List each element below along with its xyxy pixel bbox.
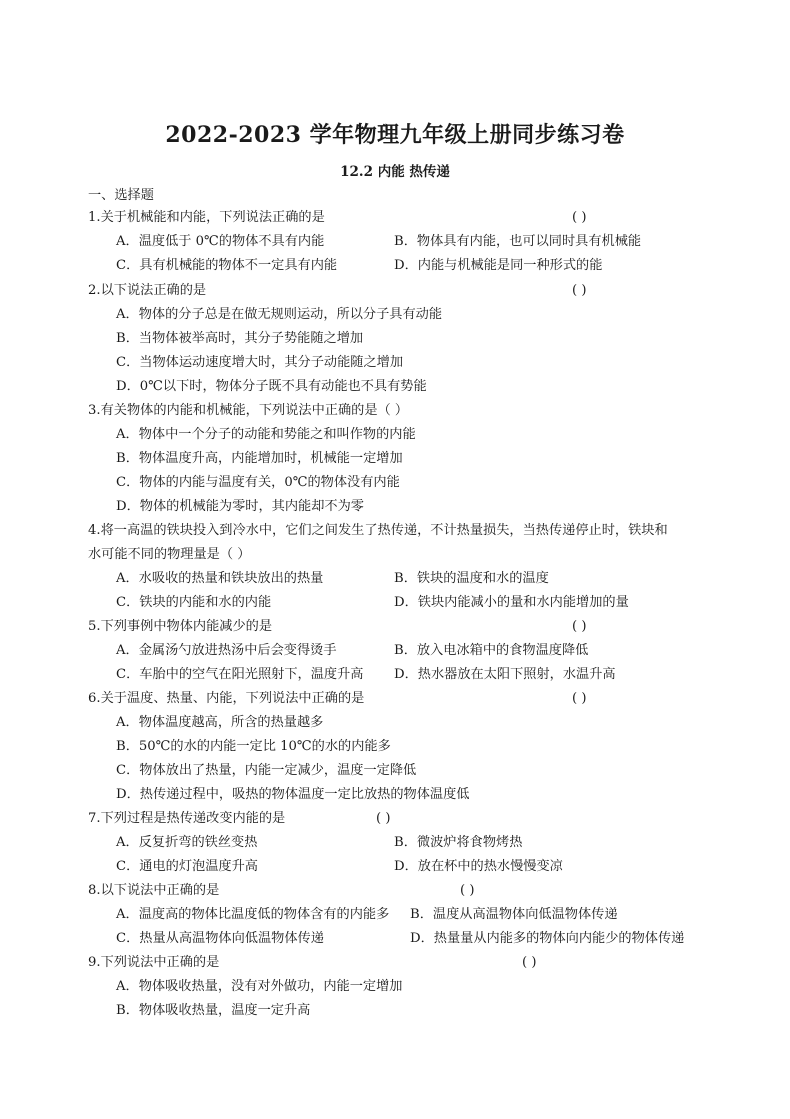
question-5-option-b: B．放入电冰箱中的食物温度降低 [394,643,589,658]
question-4-stem-continued: 水可能不同的物理量是（ ） [88,547,251,562]
question-2-option-d: D．0℃以下时，物体分子既不具有动能也不具有势能 [116,379,427,394]
lesson-subtitle: 12.2 内能 热传递 [340,164,450,180]
question-1-option-a: A．温度低于 0℃的物体不具有内能 [116,234,325,249]
question-1-option-b: B．物体具有内能，也可以同时具有机械能 [394,234,642,249]
question-2-option-c: C．当物体运动速度增大时，其分子动能随之增加 [116,355,404,370]
question-4-option-c: C．铁块的内能和水的内能 [116,595,272,610]
question-1-option-d: D．内能与机械能是同一种形式的能 [394,258,603,273]
question-9-stem: 9.下列说法中正确的是 [88,955,220,970]
question-7-option-a: A．反复折弯的铁丝变热 [116,835,258,850]
question-6-option-d: D．热传递过程中，吸热的物体温度一定比放热的物体温度低 [116,787,470,802]
section-heading: 一、选择题 [88,188,154,203]
question-2-answer-blank: ( ) [572,283,587,298]
question-6-option-c: C．物体放出了热量，内能一定减少，温度一定降低 [116,763,417,778]
question-1-option-c: C．具有机械能的物体不一定具有内能 [116,258,338,273]
question-3-option-b: B．物体温度升高，内能增加时，机械能一定增加 [116,451,403,466]
question-4-option-d: D．铁块内能减小的量和水内能增加的量 [394,595,629,610]
question-2-stem: 2.以下说法正确的是 [88,283,207,298]
question-5-stem: 5.下列事例中物体内能减少的是 [88,619,273,634]
page-title: 2022-2023 学年物理九年级上册同步练习卷 [165,122,625,148]
question-8-option-c: C．热量从高温物体向低温物体传递 [116,931,324,946]
question-3-stem: 3.有关物体的内能和机械能，下列说法中正确的是（ ） [88,403,409,418]
question-1-answer-blank: ( ) [572,210,587,225]
question-8-stem: 8.以下说法中正确的是 [88,883,220,898]
question-5-option-a: A．金属汤勺放进热汤中后会变得烫手 [116,643,337,658]
question-4-option-b: B．铁块的温度和水的温度 [394,571,549,586]
question-9-answer-blank: ( ) [522,955,537,970]
question-7-stem: 7.下列过程是热传递改变内能的是 [88,811,286,826]
question-7-option-d: D．放在杯中的热水慢慢变凉 [394,859,563,874]
question-8-option-a: A．温度高的物体比温度低的物体含有的内能多 [116,907,390,922]
question-6-stem: 6.关于温度、热量、内能，下列说法中正确的是 [88,691,365,706]
question-6-answer-blank: ( ) [572,691,587,706]
question-8-option-d: D．热量量从内能多的物体向内能少的物体传递 [410,931,685,946]
question-1-stem: 1.关于机械能和内能，下列说法正确的是 [88,210,325,225]
question-3-option-a: A．物体中一个分子的动能和势能之和叫作物的内能 [116,427,416,442]
question-7-answer-blank: ( ) [376,811,391,826]
question-5-answer-blank: ( ) [572,619,587,634]
question-7-option-c: C．通电的灯泡温度升高 [116,859,258,874]
question-9-option-b: B．物体吸收热量，温度一定升高 [116,1003,311,1018]
question-9-option-a: A．物体吸收热量，没有对外做功，内能一定增加 [116,979,403,994]
question-2-option-a: A．物体的分子总是在做无规则运动，所以分子具有动能 [116,307,443,322]
question-4-option-a: A．水吸收的热量和铁块放出的热量 [116,571,324,586]
question-8-option-b: B．温度从高温物体向低温物体传递 [410,907,618,922]
question-6-option-a: A．物体温度越高，所含的热量越多 [116,715,324,730]
question-8-answer-blank: ( ) [460,883,475,898]
question-7-option-b: B．微波炉将食物烤热 [394,835,523,850]
question-2-option-b: B．当物体被举高时，其分子势能随之增加 [116,331,364,346]
question-3-option-c: C．物体的内能与温度有关，0℃的物体没有内能 [116,475,400,490]
question-5-option-d: D．热水器放在太阳下照射，水温升高 [394,667,616,682]
question-6-option-b: B．50℃的水的内能一定比 10℃的水的内能多 [116,739,391,754]
question-3-option-d: D．物体的机械能为零时，其内能却不为零 [116,499,364,514]
question-5-option-c: C．车胎中的空气在阳光照射下，温度升高 [116,667,364,682]
question-4-stem: 4.将一高温的铁块投入到冷水中，它们之间发生了热传递，不计热量损失，当热传递停止时，铁块和 [88,523,668,538]
